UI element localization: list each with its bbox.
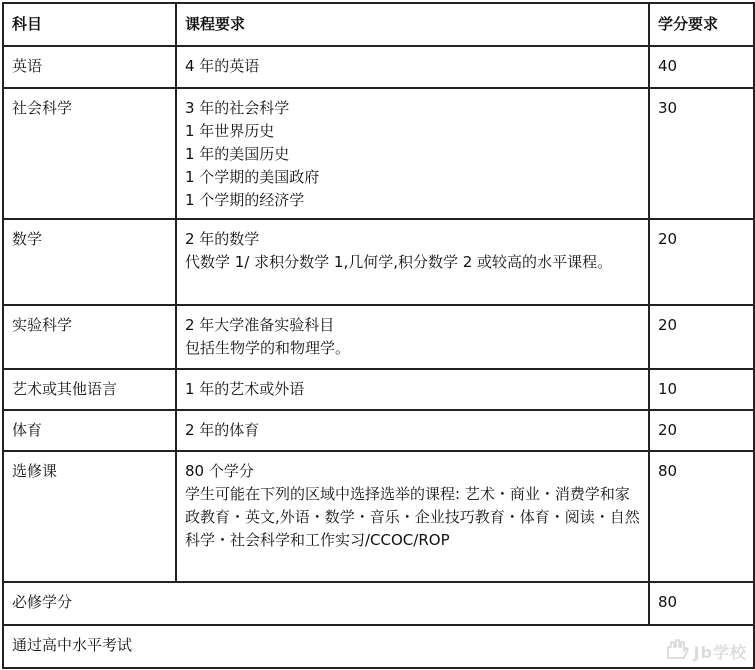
subject-cell: 艺术或其他语言	[3, 369, 176, 410]
requirement-line: 3 年的社会科学	[185, 99, 290, 117]
subject-cell: 英语	[3, 46, 176, 88]
requirements-table	[2, 2, 755, 669]
table-row	[3, 219, 754, 305]
credits-cell: 20	[649, 410, 754, 451]
table-row	[3, 410, 754, 451]
credits-cell: 80	[649, 451, 754, 582]
requirement-line: 代数学 1/ 求积分数学 1,几何学,积分数学 2 或较高的水平课程。	[185, 253, 613, 271]
requirement-line: 1 年的艺术或外语	[185, 380, 305, 398]
requirement-cell	[176, 305, 649, 369]
requirement-line: 1 年的美国历史	[185, 145, 290, 163]
requirement-line: 学生可能在下列的区域中选择选举的课程: 艺术・商业・消费学和家政教育・英文,外语・数学・音乐・企业技巧教育・体育・阅读・自然科学・社会科学和工作实习/CCOC/ROP	[185, 485, 640, 549]
header-requirement: 课程要求	[176, 3, 649, 46]
requirement-line: 2 年大学准备实验科目	[185, 316, 335, 334]
requirement-cell	[176, 46, 649, 88]
requirement-cell	[176, 369, 649, 410]
requirement-line: 1 个学期的经济学	[185, 191, 305, 209]
requirement-line: 2 年的数学	[185, 230, 260, 248]
table-row	[3, 88, 754, 219]
credits-cell: 10	[649, 369, 754, 410]
requirement-cell	[176, 451, 649, 582]
credits-cell: 30	[649, 88, 754, 219]
table-row	[3, 369, 754, 410]
requirement-line: 1 个学期的美国政府	[185, 168, 320, 186]
exam-row	[3, 625, 754, 668]
requirement-line: 4 年的英语	[185, 57, 260, 75]
header-credits: 学分要求	[649, 3, 754, 46]
total-row	[3, 582, 754, 625]
subject-cell: 选修课	[3, 451, 176, 582]
requirement-line: 1 年世界历史	[185, 122, 275, 140]
watermark	[664, 638, 747, 664]
table-row	[3, 305, 754, 369]
credits-cell: 20	[649, 305, 754, 369]
exam-label: 通过高中水平考试	[3, 625, 754, 668]
subject-cell: 实验科学	[3, 305, 176, 369]
requirement-line: 包括生物学的和物理学。	[185, 339, 351, 357]
credits-cell: 20	[649, 219, 754, 305]
total-credits: 80	[649, 582, 754, 625]
header-subject: 科目	[3, 3, 176, 46]
requirement-line: 80 个学分	[185, 462, 254, 480]
watermark-text: Jb学校	[693, 642, 747, 662]
requirement-cell	[176, 88, 649, 219]
total-label: 必修学分	[3, 582, 649, 625]
credits-cell: 40	[649, 46, 754, 88]
requirement-cell	[176, 219, 649, 305]
table-row	[3, 46, 754, 88]
header-row	[3, 3, 754, 46]
subject-cell: 数学	[3, 219, 176, 305]
requirement-line: 2 年的体育	[185, 421, 260, 439]
subject-cell: 社会科学	[3, 88, 176, 219]
subject-cell: 体育	[3, 410, 176, 451]
table-row	[3, 451, 754, 582]
hand-logo-icon	[664, 638, 690, 664]
requirement-cell	[176, 410, 649, 451]
